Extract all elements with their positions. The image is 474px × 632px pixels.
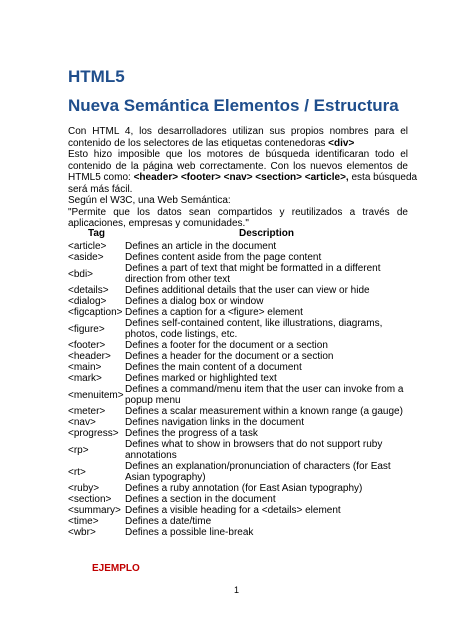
ejemplo-heading: EJEMPLO: [92, 563, 140, 574]
tag-cell: <article>: [68, 241, 107, 252]
table-header-row: [68, 228, 408, 241]
intro-line: Esto hizo imposible que los motores de búsqueda identificaran todo el: [68, 149, 408, 160]
description-line: Defines the main content of a document: [125, 362, 302, 373]
column-header-tag: Tag: [87, 228, 106, 239]
intro-line: "Permite que los datos sean compartidos y reutilizados a través de: [68, 206, 408, 218]
intro-line: aplicaciones, empresas y comunidades.": [68, 218, 249, 229]
tag-cell: <ruby>: [68, 483, 100, 494]
table-row: [68, 373, 408, 384]
tag-cell: <figure>: [68, 323, 105, 335]
intro-line: HTML5 como: <header> <footer> <nav> <section> <article>, esta búsqueda: [68, 172, 418, 183]
description-cell: [125, 505, 408, 516]
description-line: Defines a section in the document: [125, 494, 276, 505]
description-cell: [125, 263, 408, 285]
description-line: annotations: [125, 450, 177, 461]
table-body: [68, 241, 408, 538]
tags-table: [68, 228, 408, 538]
description-line: Defines the progress of a task: [125, 428, 258, 439]
description-cell: [125, 494, 408, 505]
description-line: Defines a command/menu item that the user can invoke from a: [125, 384, 404, 395]
table-row: [68, 307, 408, 318]
description-line: Defines an explanation/pronunciation of characters (for East: [125, 461, 391, 472]
description-line: direction from other text: [125, 274, 231, 285]
description-cell: [125, 516, 408, 527]
tag-cell: <rt>: [68, 466, 86, 478]
description-line: Defines navigation links in the document: [125, 417, 304, 428]
description-cell: [125, 296, 408, 307]
table-row: [68, 351, 408, 362]
table-row: [68, 428, 408, 439]
page-number: 1: [234, 585, 240, 595]
intro-line: Según el W3C, una Web Semántica:: [68, 195, 231, 206]
description-cell: [125, 384, 408, 406]
column-header-description: Description: [238, 228, 294, 239]
tag-cell: <meter>: [68, 406, 106, 417]
description-cell: [125, 527, 408, 538]
table-row: [68, 252, 408, 263]
tag-cell: <footer>: [68, 340, 106, 351]
table-row: [68, 439, 408, 461]
tag-cell: <menuitem>: [68, 389, 124, 401]
description-line: Defines content aside from the page content: [125, 252, 322, 263]
description-cell: [125, 285, 408, 296]
tag-cell: <section>: [68, 494, 112, 505]
tag-cell: <aside>: [68, 252, 104, 263]
description-cell: [125, 428, 408, 439]
tag-cell: <rp>: [68, 444, 89, 456]
tag-cell: <nav>: [68, 417, 96, 428]
description-cell: [125, 373, 408, 384]
intro-line: será más fácil.: [68, 183, 133, 195]
tag-cell: <dialog>: [68, 296, 107, 307]
description-line: Defines a visible heading for a <details> element: [125, 505, 341, 516]
page-title: HTML5: [68, 67, 125, 86]
description-cell: [125, 351, 408, 362]
description-cell: [125, 461, 408, 483]
description-line: Defines a caption for a <figure> element: [125, 307, 303, 318]
description-line: Asian typography): [125, 472, 206, 483]
description-line: popup menu: [125, 395, 181, 406]
tag-cell: <bdi>: [68, 268, 94, 280]
description-line: Defines an article in the document: [125, 241, 277, 252]
description-line: Defines a footer for the document or a section: [125, 340, 328, 351]
table-row: [68, 483, 408, 494]
description-cell: [125, 406, 408, 417]
table-row: [68, 263, 408, 285]
description-cell: [125, 252, 408, 263]
table-row: [68, 461, 408, 483]
description-line: Defines a date/time: [125, 516, 212, 527]
description-line: Defines self-contained content, like illustrations, diagrams,: [125, 318, 383, 329]
table-row: [68, 417, 408, 428]
description-line: Defines a possible line-break: [125, 527, 254, 538]
description-line: Defines what to show in browsers that do not support ruby: [125, 439, 383, 450]
tag-cell: <figcaption>: [68, 307, 123, 318]
table-row: [68, 516, 408, 527]
table-row: [68, 296, 408, 307]
description-line: Defines additional details that the user can view or hide: [125, 285, 370, 296]
tag-cell: <summary>: [68, 505, 121, 516]
description-cell: [125, 362, 408, 373]
intro-line: Con HTML 4, los desarrolladores utilizan sus propios nombres para el: [68, 126, 408, 137]
table-row: [68, 384, 408, 406]
tag-cell: <wbr>: [68, 527, 96, 538]
description-cell: [125, 340, 408, 351]
description-cell: [125, 307, 408, 318]
table-row: [68, 362, 408, 373]
table-row: [68, 318, 408, 340]
table-row: [68, 505, 408, 516]
tag-cell: <mark>: [68, 373, 102, 384]
description-line: photos, code listings, etc.: [125, 329, 238, 340]
description-cell: [125, 417, 408, 428]
table-row: [68, 241, 408, 252]
intro-text: [68, 126, 418, 230]
table-row: [68, 406, 408, 417]
description-cell: [125, 241, 408, 252]
tag-cell: <details>: [68, 285, 109, 296]
description-cell: [125, 483, 408, 494]
table-row: [68, 527, 408, 538]
tag-cell: <main>: [68, 362, 102, 373]
tag-cell: <progress>: [68, 428, 119, 439]
tag-cell: <time>: [68, 516, 99, 527]
description-line: Defines a dialog box or window: [125, 296, 264, 307]
description-cell: [125, 318, 408, 340]
intro-line: contenido de los selectores de las etiquetas contenedoras <div>: [68, 137, 355, 149]
description-line: Defines a scalar measurement within a known range (a gauge): [125, 406, 403, 417]
section-heading: Nueva Semántica Elementos / Estructura: [68, 96, 399, 115]
description-line: Defines a ruby annotation (for East Asian typography): [125, 483, 363, 494]
description-line: Defines marked or highlighted text: [125, 373, 277, 384]
intro-line: contenido de la página web correctamente. Con los nuevos elementos de: [68, 160, 408, 172]
description-line: Defines a part of text that might be formatted in a different: [125, 263, 381, 274]
table-row: [68, 285, 408, 296]
description-cell: [125, 439, 408, 461]
description-line: Defines a header for the document or a section: [125, 351, 334, 362]
table-row: [68, 494, 408, 505]
table-row: [68, 340, 408, 351]
tag-cell: <header>: [68, 351, 111, 362]
